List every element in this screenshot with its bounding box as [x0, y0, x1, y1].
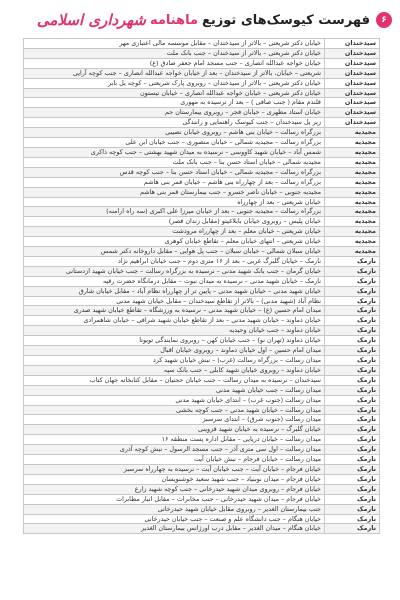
address-cell: خیابان فرجام – روبروی میدان شهید حیدرخانی – جنب کوچه شهید زارع [24, 484, 325, 494]
address-cell: خیابان دکتر شریعتی – بالاتر از سیدخندان – مقابل موسسه مالی اعتباری مهر [24, 39, 325, 49]
table-row [24, 494, 380, 504]
address-cell: خیابان هنگام – جنب دانشگاه علم و صنعت – جنب خیابان حیدرخانی [24, 514, 325, 524]
region-cell: نارمک [325, 405, 380, 415]
region-cell: سیدخندان [325, 68, 380, 78]
region-cell: سیدخندان [325, 78, 380, 88]
region-cell: نارمک [325, 425, 380, 435]
table-row [24, 425, 380, 435]
table-row [24, 147, 380, 157]
address-cell: شریعتی – خیابان، بالاتر از سیدخندان – بعد از خیابان خواجه عبدالله انصاری – جنب کوچه آرایی [24, 68, 325, 78]
table-row [24, 256, 380, 266]
region-cell: نارمک [325, 346, 380, 356]
region-cell: نارمک [325, 484, 380, 494]
page-title: فهرست کیوسک‌های توزیع [202, 12, 370, 28]
region-cell: مجیدیه [325, 247, 380, 257]
region-cell: نارمک [325, 474, 380, 484]
table-row [24, 474, 380, 484]
table-row [24, 88, 380, 98]
region-cell: سیدخندان [325, 58, 380, 68]
table-row [24, 514, 380, 524]
address-cell: خیابان سبلان شمالی – خیابان سبلان – جنب پل هوایی – مقابل داروخانه دکتر شمس [24, 247, 325, 257]
region-cell: مجیدیه [325, 138, 380, 148]
table-body [24, 39, 380, 534]
region-cell: مجیدیه [325, 207, 380, 217]
brand-logo-text: شهرداری اسلامی [36, 11, 146, 29]
table-row [24, 484, 380, 494]
region-cell: نارمک [325, 276, 380, 286]
address-cell: خیابان گلبرگ – نرسیده به خیابان شهید قزوینی [24, 425, 325, 435]
region-cell: نارمک [325, 365, 380, 375]
region-cell: نارمک [325, 286, 380, 296]
table-row [24, 455, 380, 465]
address-cell: مجیدیه شمالی – خیابان استاد حسن بنا – جنب بانک ملت [24, 157, 325, 167]
region-cell: نارمک [325, 375, 380, 385]
table-row [24, 504, 380, 514]
table-row [24, 296, 380, 306]
table-row [24, 48, 380, 58]
address-cell: میدان امام حسین (ع) – خیابان شهید مدنی – نرسیده به ورزشگاه – تقاطع خیابان شهید صدری [24, 306, 325, 316]
table-row [24, 177, 380, 187]
region-cell: سیدخندان [325, 118, 380, 128]
address-cell: خیابان هنگام – میدان الغدیر – مقابل درب اورژانس بیمارستان الغدیر [24, 524, 325, 534]
address-cell: نظام آباد (شهید مدنی) – بالاتر از تقاطع سیدخندان – مقابل خیابان شهید مدنی [24, 296, 325, 306]
table-row [24, 207, 380, 217]
address-cell: بزرگراه رسالت – مجیدیه شمالی – خیابان منصوری – جنب خیابان ابن علی [24, 138, 325, 148]
address-cell: خیابان دماوند – خیابان شهید مدنی – بعد از تقاطع خیابان شهید شرافی – خیابان شاهمرادی [24, 316, 325, 326]
table-row [24, 237, 380, 247]
address-cell: بزرگراه رسالت – خیابان بنی هاشم – روبروی خیابان نصیبی [24, 128, 325, 138]
address-cell: سیدخندان – نرسیده به میدان رسالت – جنب خیابان حجتیان – مقابل کتابخانه جهان کتاب [24, 375, 325, 385]
address-cell: خیابان گرمان – جنب بانک شهید مدنی – نرسیده به بزرگراه رسالت – جنب خیابان شهید ازدستانی [24, 266, 325, 276]
region-cell: نارمک [325, 455, 380, 465]
region-cell: مجیدیه [325, 157, 380, 167]
table-row [24, 39, 380, 49]
region-cell: نارمک [325, 326, 380, 336]
table-row [24, 247, 380, 257]
table-row [24, 445, 380, 455]
table-row [24, 217, 380, 227]
address-cell: خیابان شریعتی – انتهای خیابان معلم – تقاطع خیابان کوهری [24, 237, 325, 247]
table-row [24, 118, 380, 128]
table-row [24, 197, 380, 207]
address-cell: خیابان استاد مطهری – خیابان فجر – روبروی بیمارستان جم [24, 108, 325, 118]
region-cell: سیدخندان [325, 48, 380, 58]
table-row [24, 405, 380, 415]
address-cell: میدان امام حسین – اول خیابان دماوند – روبروی خیابان اقبال [24, 346, 325, 356]
address-cell: میدان رسالت – خیابان دریایی – مقابل اداره پست منطقه ۱۶ [24, 435, 325, 445]
table-row [24, 58, 380, 68]
address-cell: میدان رسالت (جنوب غرب) – ابتدای خیابان شهید مدنی [24, 395, 325, 405]
region-cell: نارمک [325, 296, 380, 306]
table-row [24, 395, 380, 405]
table-row [24, 128, 380, 138]
region-cell: نارمک [325, 356, 380, 366]
address-cell: خیابان خواجه عبدالله انصاری – جنب مسجد امام جعفر صادق (ع) [24, 58, 325, 68]
page-header [8, 6, 392, 34]
table-row [24, 326, 380, 336]
table-row [24, 316, 380, 326]
address-cell: زیر پل سیدخندان – جنب کیوسک راهنمایی و رانندگی [24, 118, 325, 128]
region-cell: نارمک [325, 435, 380, 445]
table-row [24, 415, 380, 425]
table-row [24, 464, 380, 474]
region-cell: مجیدیه [325, 128, 380, 138]
address-cell: خیابان پلیس – روبروی خیابان بابلاغیتو (مقابل زندان قصر) [24, 217, 325, 227]
region-cell: نارمک [325, 316, 380, 326]
address-cell: بزرگراه رسالت – مجیدیه شمالی – خیابان استاد حسن بنا – جنب کوچه قدس [24, 167, 325, 177]
address-cell: خیابان دکتر شریعتی – بالاتر از سیدخندان – جنب بانک ملت [24, 48, 325, 58]
region-cell: مجیدیه [325, 167, 380, 177]
region-cell: سیدخندان [325, 108, 380, 118]
table-row [24, 78, 380, 88]
region-cell: نارمک [325, 395, 380, 405]
address-cell: بزرگراه رسالت – مجیدیه جنوبی – بعد از خیابان میرزا علی اکبری (سه راه ارامنه) [24, 207, 325, 217]
region-cell: مجیدیه [325, 217, 380, 227]
region-cell: نارمک [325, 415, 380, 425]
table-row [24, 108, 380, 118]
region-cell: مجیدیه [325, 177, 380, 187]
address-cell: جنب بیمارستان الغدیر – روبروی مقابل خیابان شهید حیدرخانی [24, 504, 325, 514]
region-cell: نارمک [325, 306, 380, 316]
region-cell: نارمک [325, 494, 380, 504]
table-row [24, 356, 380, 366]
address-cell: میدان رسالت – جنب خیابان شهید مدنی [24, 385, 325, 395]
table-row [24, 167, 380, 177]
region-cell: سیدخندان [325, 88, 380, 98]
table-row [24, 365, 380, 375]
region-cell: سیدخندان [325, 39, 380, 49]
table-row [24, 227, 380, 237]
table-row [24, 375, 380, 385]
address-cell: خیابان دماوند – روبروی خیابان شهید کابلی – جنب بانک سپه [24, 365, 325, 375]
address-cell: مجیدیه جنوبی – خیابان ناصر خسرو – جنب بیمارستان قمر بنی هاشم [24, 187, 325, 197]
region-cell: مجیدیه [325, 187, 380, 197]
address-cell: شمس آباد – خیابان شهید کاووسی – نرسیده به میدان شهید بهشتی – جنب کوچه ذاکری [24, 147, 325, 157]
region-cell: نارمک [325, 464, 380, 474]
table-row [24, 276, 380, 286]
table-row [24, 138, 380, 148]
table-row [24, 98, 380, 108]
address-cell: خیابان فرجام – میدان شهید حیدرخانی – جنب مخابرات – مقابل انبار مطابرات [24, 494, 325, 504]
address-cell: خیابان دکتر شریعتی – خیابان خواجه عبدالله انصاری – خیابان تیستون [24, 88, 325, 98]
table-row [24, 306, 380, 316]
table-row [24, 435, 380, 445]
region-cell: مجیدیه [325, 237, 380, 247]
address-cell: خیابان فرجام – میدان نوبنیاد – جنب شهید سعید خوشنویسان [24, 474, 325, 484]
region-cell: مجیدیه [325, 227, 380, 237]
page-number-badge: ۶ [376, 12, 392, 28]
address-cell: خیابان شهید مدنی – خیابان شهید مدنی – پایین تر از چهارراه نظام آباد – مقابل خیابان شارق [24, 286, 325, 296]
region-cell: نارمک [325, 504, 380, 514]
region-cell: سیدخندان [325, 98, 380, 108]
address-cell: میدان رسالت – بزرگراه رسالت (غرب) – نبش خیابان شهید کرد [24, 356, 325, 366]
table-row [24, 336, 380, 346]
address-cell: خیابان فرجام – خیابان آیت – جنب خیابان آیت – نرسیده به چهارراه سرسبز [24, 464, 325, 474]
address-cell: خیابان دماوند – جنب خیابان وحیدیه [24, 326, 325, 336]
magazine-label: ماهنامه [149, 12, 199, 28]
address-cell: نارمک – خیابان شهید مدنی – نرسیده به میدان نبوت – مقابل درمانگاه حضرت رقیه [24, 276, 325, 286]
distribution-table [23, 38, 380, 586]
region-cell: مجیدیه [325, 147, 380, 157]
address-cell: نارمک – خیابان گلبرگ غربی – بعد از ۱۶ متری دوم – جنب خیابان ابراهیم نژاد [24, 256, 325, 266]
address-cell: میدان رسالت – اول سی متری آذر – جنب مسجد الرسول – نبش کوچه آذری [24, 445, 325, 455]
region-cell: نارمک [325, 445, 380, 455]
address-cell: خیابان دکتر شریعتی – بالاتر از سیدخندان – روبروی پارک شریعتی – کوچه یل بابر [24, 78, 325, 88]
address-cell: میدان رسالت (جنوب شرق) – ابتدای سرسبز [24, 415, 325, 425]
table-row [24, 385, 380, 395]
region-cell: نارمک [325, 514, 380, 524]
table-row [24, 266, 380, 276]
region-cell: مجیدیه [325, 197, 380, 207]
address-cell: بزرگراه رسالت – بعد از چهارراه بنی هاشم – خیابان قمر بنی هاشم [24, 177, 325, 187]
address-cell: خیابان شریعتی – بعد از چهارراه [24, 197, 325, 207]
table-row [24, 68, 380, 78]
address-cell: خیابان شریعتی – خیابان معلم – بعد از چهارراه مرودشت [24, 227, 325, 237]
region-cell: نارمک [325, 266, 380, 276]
region-cell: نارمک [325, 256, 380, 266]
table-row [24, 187, 380, 197]
region-cell: نارمک [325, 524, 380, 534]
table-row [24, 157, 380, 167]
table-row [24, 286, 380, 296]
region-cell: نارمک [325, 385, 380, 395]
address-cell: قلندم مقام ( جنب صافی ) – بعد از نرسیده به مهوری [24, 98, 325, 108]
table-row [24, 346, 380, 356]
address-cell: میدان رسالت – خیابان فرجام – نبش خیابان آیت [24, 455, 325, 465]
address-cell: میدان رسالت – خیابان شهید مدنی – جنب کوچه بخشی [24, 405, 325, 415]
address-cell: خیابان دماوند (تهران نو) – جنب خیابان کهن – روبروی نمایندگی تویوتا [24, 336, 325, 346]
table-row [24, 524, 380, 534]
region-cell: نارمک [325, 336, 380, 346]
